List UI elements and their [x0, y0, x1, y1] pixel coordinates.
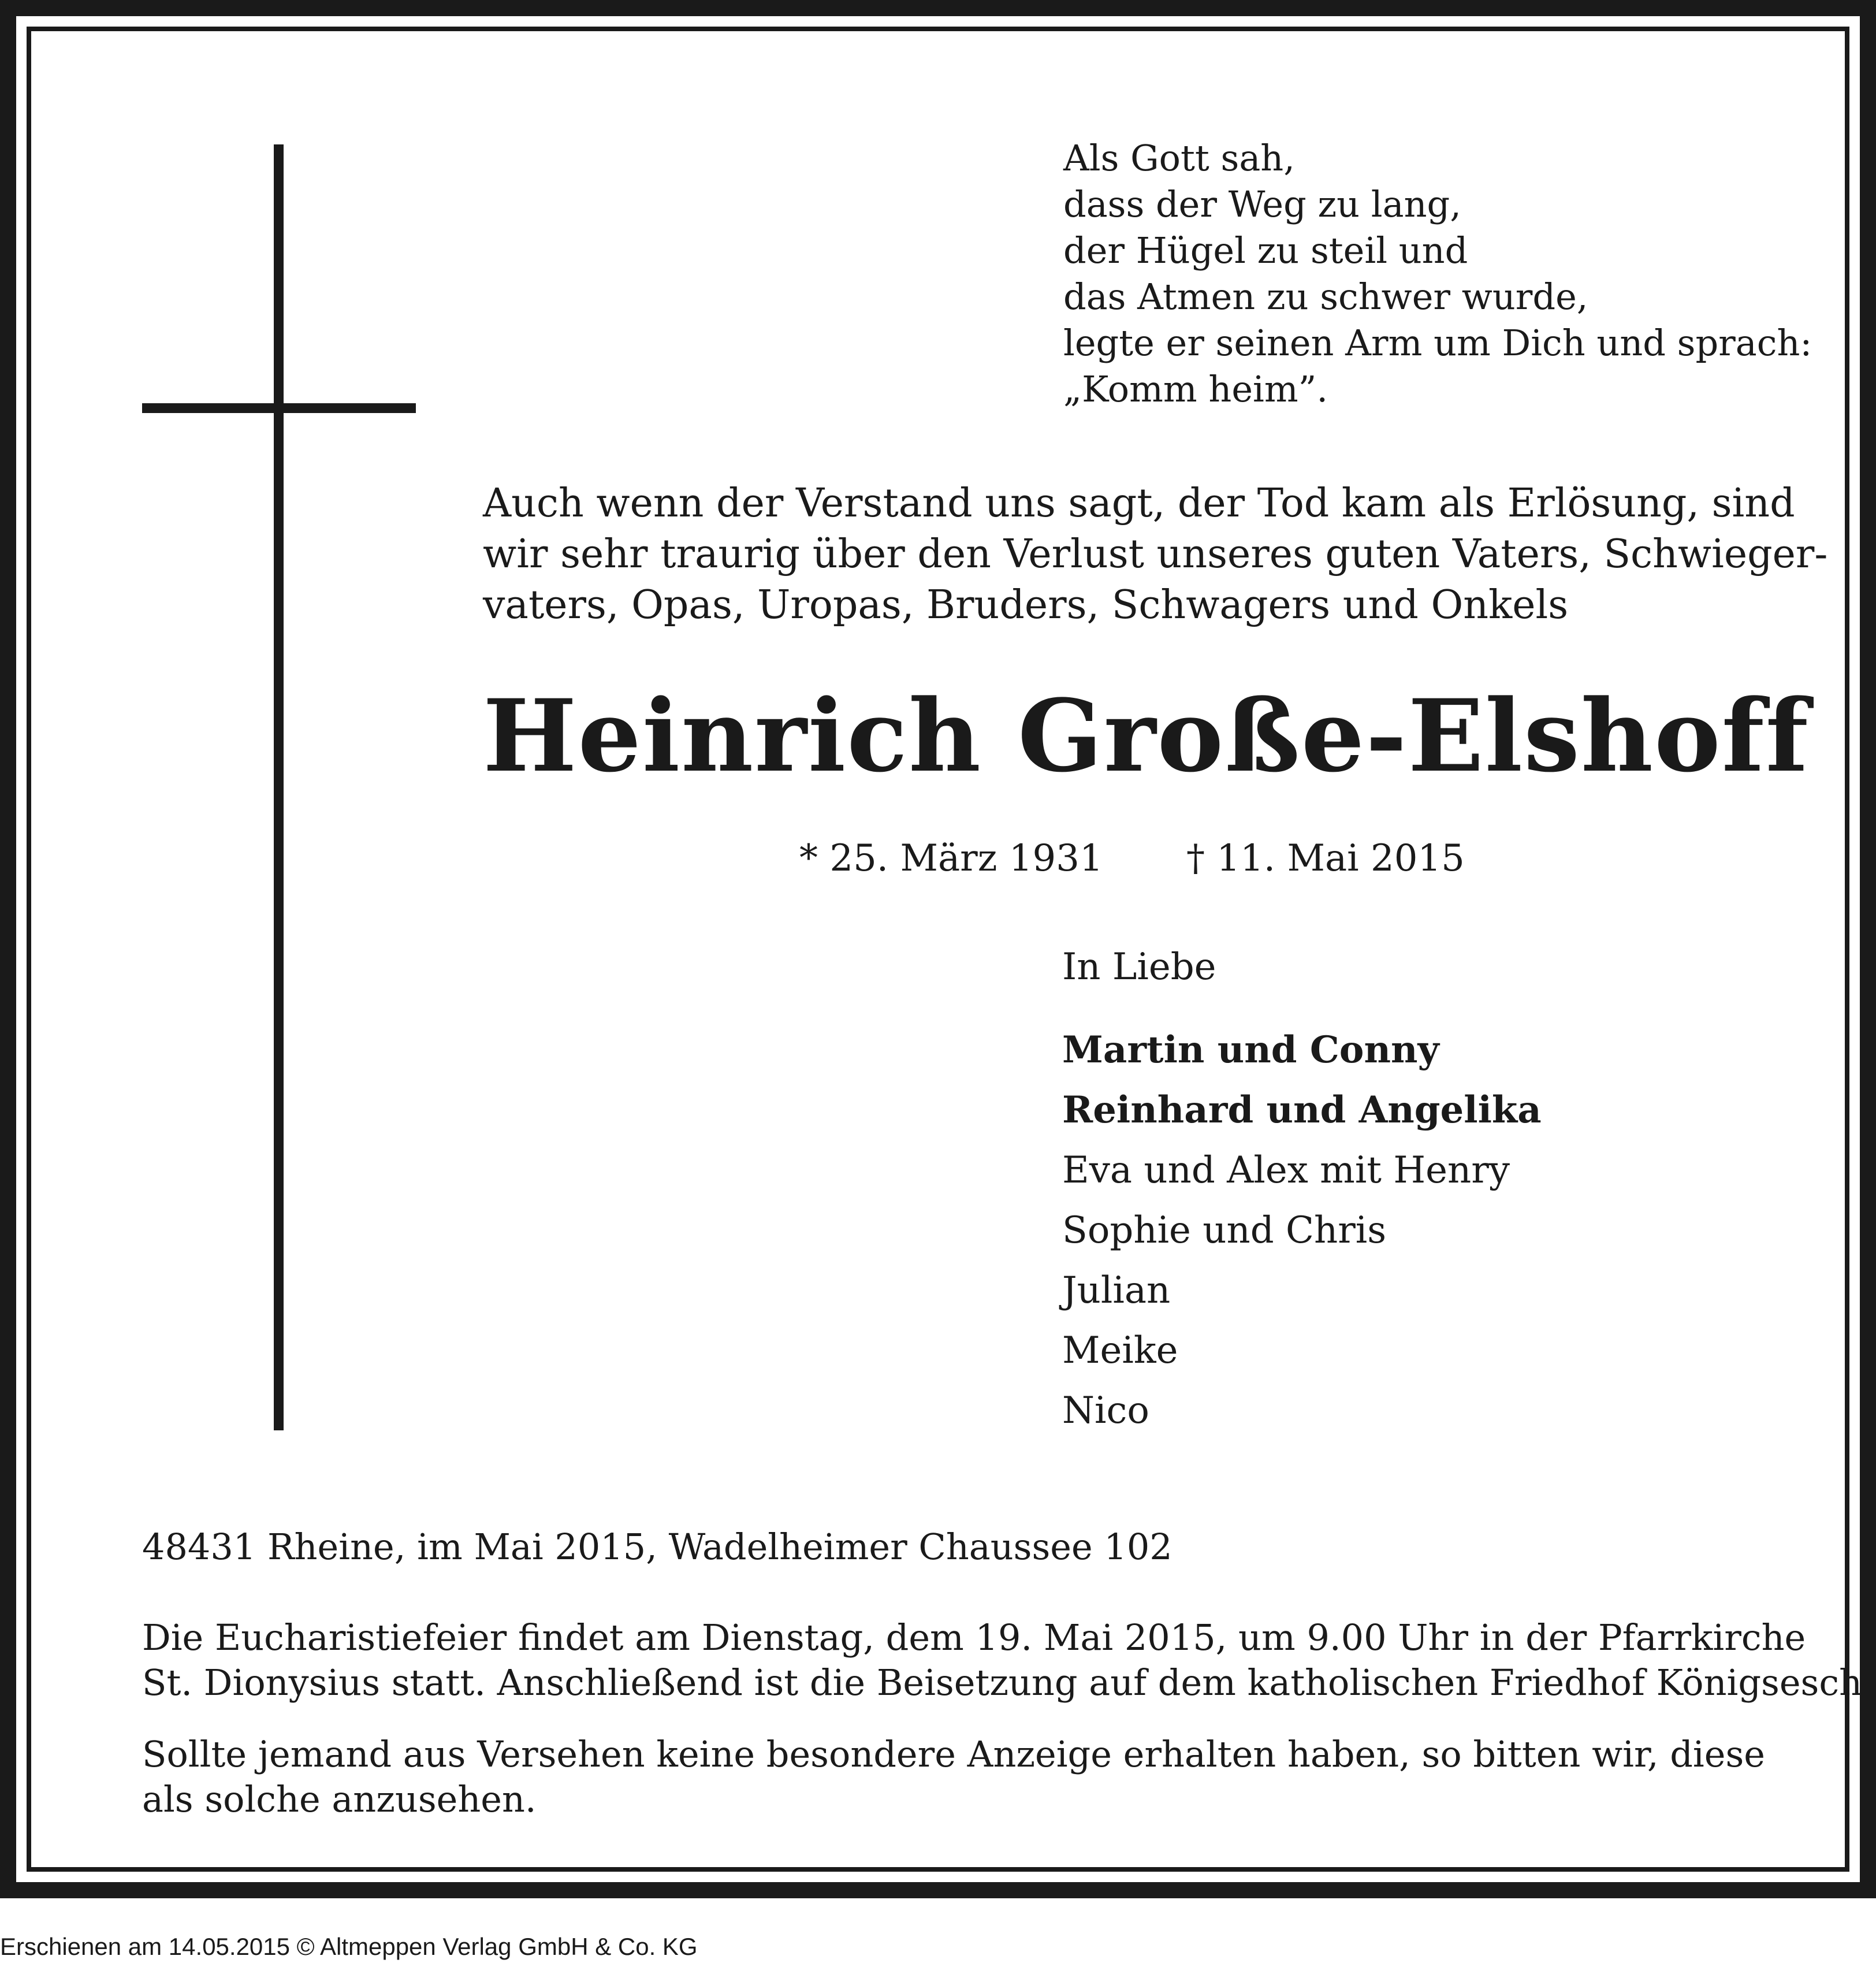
ceremony-info — [142, 1615, 1874, 1705]
mourner-name: Eva und Alex mit Henry — [1062, 1149, 1510, 1192]
poem — [1063, 135, 1812, 412]
cross-icon — [274, 144, 284, 1430]
intro-text — [483, 478, 1827, 631]
intro-line: vaters, Opas, Uropas, Bruders, Schwagers und Onkels — [483, 582, 1569, 628]
intro-line: wir sehr traurig über den Verlust unseres guten Vaters, Schwieger- — [483, 531, 1828, 577]
notice-line: als solche anzusehen. — [142, 1778, 537, 1820]
mourners-list — [1062, 1020, 1542, 1441]
death-date: † 11. Mai 2015 — [1186, 837, 1465, 880]
poem-line: „Komm heim”. — [1063, 368, 1328, 410]
obituary-canvas — [31, 31, 1874, 1867]
ceremony-line: St. Dionysius statt. Anschließend ist die Beisetzung auf dem katholischen Friedhof Königsesch. — [142, 1661, 1874, 1704]
mourner-name: Sophie und Chris — [1062, 1209, 1387, 1252]
ceremony-line: Die Eucharistiefeier findet am Dienstag, dem 19. Mai 2015, um 9.00 Uhr in der Pfarrkirche — [142, 1616, 1806, 1659]
mourner-name: Martin und Conny — [1062, 1028, 1439, 1072]
mourner-name: Reinhard und Angelika — [1062, 1088, 1542, 1132]
deceased-name: Heinrich Große-Elshoff — [483, 677, 1810, 794]
publication-footer: Erschienen am 14.05.2015 © Altmeppen Verlag GmbH & Co. KG — [0, 1933, 698, 1960]
poem-line: Als Gott sah, — [1063, 137, 1295, 179]
mourner-name: Meike — [1062, 1329, 1178, 1372]
poem-line: dass der Weg zu lang, — [1063, 183, 1461, 225]
poem-line: legte er seinen Arm um Dich und sprach: — [1063, 322, 1812, 364]
birth-date: * 25. März 1931 — [799, 837, 1103, 880]
mourner-name: Nico — [1062, 1389, 1149, 1432]
cross-icon-bar — [142, 403, 416, 413]
mourner-name: Julian — [1062, 1269, 1171, 1312]
mourners-intro: In Liebe — [1062, 946, 1216, 988]
notice-text — [142, 1732, 1765, 1822]
poem-line: das Atmen zu schwer wurde, — [1063, 276, 1588, 318]
address: 48431 Rheine, im Mai 2015, Wadelheimer Chaussee 102 — [142, 1526, 1172, 1568]
intro-line: Auch wenn der Verstand uns sagt, der Tod kam als Erlösung, sind — [483, 481, 1795, 526]
notice-line: Sollte jemand aus Versehen keine besondere Anzeige erhalten haben, so bitten wir, diese — [142, 1733, 1765, 1775]
poem-line: der Hügel zu steil und — [1063, 229, 1468, 272]
